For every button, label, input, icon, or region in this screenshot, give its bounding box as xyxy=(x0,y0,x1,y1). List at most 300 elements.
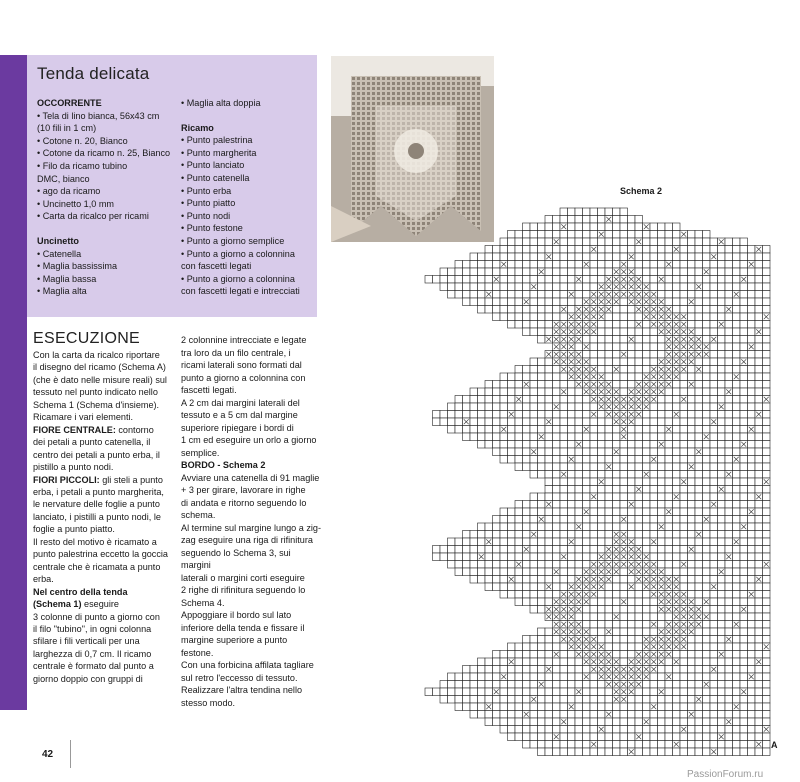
chart-cell xyxy=(733,246,741,254)
chart-cell xyxy=(748,366,756,374)
chart-cell xyxy=(665,471,673,479)
chart-cell xyxy=(725,411,733,419)
chart-cell xyxy=(665,456,673,464)
chart-cell xyxy=(628,216,636,224)
chart-cell xyxy=(493,523,501,531)
chart-cell xyxy=(733,306,741,314)
chart-cell xyxy=(560,651,568,659)
chart-cell xyxy=(628,493,636,501)
chart-cell xyxy=(725,598,733,606)
chart-cell xyxy=(688,291,696,299)
chart-cell xyxy=(620,636,628,644)
chart-cell xyxy=(718,426,726,434)
chart-cell xyxy=(740,516,748,524)
chart-cell xyxy=(643,493,651,501)
chart-cell xyxy=(688,501,696,509)
chart-cell xyxy=(665,696,673,704)
chart-cell xyxy=(710,508,718,516)
chart-cell xyxy=(688,276,696,284)
chart-cell xyxy=(470,403,478,411)
chart-cell xyxy=(673,748,681,756)
chart-cell xyxy=(740,576,748,584)
chart-cell xyxy=(605,366,613,374)
chart-cell xyxy=(545,426,553,434)
chart-cell xyxy=(575,298,583,306)
chart-cell xyxy=(575,666,583,674)
chart-cell xyxy=(493,426,501,434)
chart-cell xyxy=(688,666,696,674)
chart-cell xyxy=(530,501,538,509)
chart-cell xyxy=(553,231,561,239)
chart-cell xyxy=(568,463,576,471)
chart-cell xyxy=(673,238,681,246)
chart-cell xyxy=(500,568,508,576)
chart-cell xyxy=(665,688,673,696)
chart-cell xyxy=(725,591,733,599)
chart-cell xyxy=(635,703,643,711)
chart-cell xyxy=(583,231,591,239)
chart-cell xyxy=(658,291,666,299)
chart-cell xyxy=(508,231,516,239)
esecuzione-heading: ESECUZIONE xyxy=(33,330,141,347)
chart-cell xyxy=(635,583,643,591)
chart-cell xyxy=(733,283,741,291)
chart-cell xyxy=(695,673,703,681)
chart-cell xyxy=(680,373,688,381)
chart-cell xyxy=(575,538,583,546)
chart-cell xyxy=(635,696,643,704)
chart-cell xyxy=(733,366,741,374)
chart-cell xyxy=(598,688,606,696)
chart-cell xyxy=(703,253,711,261)
chart-cell xyxy=(568,486,576,494)
chart-cell xyxy=(455,283,463,291)
chart-cell xyxy=(748,388,756,396)
chart-cell xyxy=(643,546,651,554)
chart-cell xyxy=(725,561,733,569)
chart-cell xyxy=(560,418,568,426)
chart-cell xyxy=(718,531,726,539)
chart-cell xyxy=(673,396,681,404)
chart-cell xyxy=(635,643,643,651)
chart-cell xyxy=(605,351,613,359)
chart-cell xyxy=(478,261,486,269)
chart-cell xyxy=(605,471,613,479)
chart-cell xyxy=(628,456,636,464)
list-item: • Uncinetto 1,0 mm xyxy=(37,198,114,209)
chart-cell xyxy=(695,381,703,389)
chart-cell xyxy=(755,666,763,674)
chart-cell xyxy=(725,328,733,336)
chart-cell xyxy=(703,426,711,434)
chart-cell xyxy=(620,448,628,456)
chart-cell xyxy=(635,501,643,509)
chart-cell xyxy=(658,486,666,494)
chart-cell xyxy=(673,696,681,704)
chart-cell xyxy=(568,223,576,231)
chart-cell xyxy=(688,726,696,734)
chart-cell xyxy=(643,613,651,621)
chart-cell xyxy=(650,433,658,441)
chart-cell xyxy=(643,628,651,636)
chart-cell xyxy=(448,291,456,299)
chart-cell xyxy=(605,703,613,711)
chart-cell xyxy=(695,681,703,689)
chart-cell xyxy=(500,291,508,299)
chart-cell xyxy=(628,231,636,239)
chart-cell xyxy=(725,568,733,576)
chart-cell xyxy=(740,613,748,621)
chart-cell xyxy=(493,418,501,426)
chart-cell xyxy=(710,673,718,681)
chart-cell xyxy=(538,223,546,231)
chart-cell xyxy=(568,711,576,719)
chart-cell xyxy=(553,711,561,719)
chart-cell xyxy=(628,373,636,381)
chart-cell xyxy=(680,471,688,479)
chart-cell xyxy=(613,373,621,381)
chart-cell xyxy=(635,261,643,269)
chart-cell xyxy=(455,291,463,299)
chart-cell xyxy=(500,373,508,381)
chart-cell xyxy=(763,598,771,606)
chart-cell xyxy=(575,463,583,471)
chart-cell xyxy=(755,748,763,756)
chart-cell xyxy=(538,576,546,584)
chart-cell xyxy=(673,441,681,449)
chart-cell xyxy=(710,238,718,246)
chart-cell xyxy=(710,351,718,359)
chart-cell xyxy=(613,643,621,651)
paragraph-line: giorno doppio con gruppi di xyxy=(33,673,143,684)
chart-cell xyxy=(733,718,741,726)
chart-cell xyxy=(538,733,546,741)
chart-cell xyxy=(763,636,771,644)
chart-cell xyxy=(748,621,756,629)
chart-cell xyxy=(523,403,531,411)
chart-cell xyxy=(748,276,756,284)
chart-cell xyxy=(448,283,456,291)
chart-cell xyxy=(755,426,763,434)
chart-cell xyxy=(583,621,591,629)
chart-cell xyxy=(605,523,613,531)
chart-cell xyxy=(643,748,651,756)
chart-cell xyxy=(575,253,583,261)
chart-cell xyxy=(613,343,621,351)
chart-cell xyxy=(605,516,613,524)
chart-cell xyxy=(560,516,568,524)
chart-cell xyxy=(740,598,748,606)
chart-cell xyxy=(650,516,658,524)
chart-cell xyxy=(680,546,688,554)
chart-cell xyxy=(568,411,576,419)
chart-cell xyxy=(748,336,756,344)
chart-cell xyxy=(733,523,741,531)
chart-cell xyxy=(508,673,516,681)
chart-cell xyxy=(673,516,681,524)
chart-cell xyxy=(733,388,741,396)
chart-cell xyxy=(560,493,568,501)
chart-cell xyxy=(575,403,583,411)
chart-cell xyxy=(523,576,531,584)
paragraph-line: sul retro l'eccesso di tessuto. xyxy=(181,672,298,683)
chart-cell xyxy=(463,568,471,576)
chart-cell xyxy=(553,381,561,389)
chart-cell xyxy=(530,238,538,246)
chart-cell xyxy=(680,448,688,456)
chart-cell xyxy=(545,306,553,314)
chart-cell xyxy=(523,598,531,606)
chart-cell xyxy=(560,643,568,651)
chart-cell xyxy=(553,576,561,584)
chart-cell xyxy=(763,373,771,381)
chart-cell xyxy=(538,388,546,396)
chart-cell xyxy=(680,733,688,741)
chart-cell xyxy=(560,688,568,696)
chart-cell xyxy=(673,381,681,389)
chart-cell xyxy=(508,711,516,719)
chart-cell xyxy=(740,268,748,276)
chart-cell xyxy=(478,433,486,441)
chart-cell xyxy=(613,358,621,366)
chart-cell xyxy=(673,726,681,734)
chart-cell xyxy=(695,486,703,494)
chart-cell xyxy=(470,276,478,284)
chart-cell xyxy=(658,261,666,269)
chart-cell xyxy=(590,538,598,546)
chart-cell xyxy=(583,471,591,479)
chart-cell xyxy=(718,643,726,651)
chart-cell xyxy=(568,441,576,449)
chart-cell xyxy=(583,238,591,246)
chart-cell xyxy=(545,373,553,381)
chart-cell xyxy=(628,238,636,246)
chart-cell xyxy=(568,696,576,704)
chart-cell xyxy=(478,388,486,396)
chart-cell xyxy=(755,501,763,509)
chart-cell xyxy=(635,636,643,644)
chart-cell xyxy=(620,358,628,366)
chart-cell xyxy=(755,711,763,719)
chart-cell xyxy=(673,673,681,681)
paragraph-line: Realizzare l'altra tendina nello xyxy=(181,685,303,695)
chart-cell xyxy=(658,478,666,486)
chart-cell xyxy=(620,508,628,516)
occorrente-heading: OCCORRENTE xyxy=(37,98,102,108)
chart-cell xyxy=(515,651,523,659)
chart-cell xyxy=(598,486,606,494)
chart-cell xyxy=(590,276,598,284)
chart-cell xyxy=(733,343,741,351)
chart-cell xyxy=(755,418,763,426)
chart-cell xyxy=(718,373,726,381)
chart-cell xyxy=(575,501,583,509)
chart-cell xyxy=(523,388,531,396)
chart-cell xyxy=(478,441,486,449)
chart-cell xyxy=(530,643,538,651)
chart-cell xyxy=(763,748,771,756)
chart-cell xyxy=(515,433,523,441)
chart-cell xyxy=(680,666,688,674)
chart-cell xyxy=(755,703,763,711)
chart-cell xyxy=(545,516,553,524)
chart-cell xyxy=(605,208,613,216)
chart-cell xyxy=(538,568,546,576)
chart-cell xyxy=(613,313,621,321)
chart-cell xyxy=(553,298,561,306)
chart-cell xyxy=(688,486,696,494)
paragraph-line: zag eseguire una riga di rifinitura xyxy=(181,535,313,545)
chart-cell xyxy=(598,718,606,726)
chart-cell xyxy=(470,298,478,306)
chart-cell xyxy=(605,741,613,749)
chart-cell xyxy=(688,426,696,434)
paragraph-line: centrale è formato dal punto a xyxy=(33,661,154,672)
chart-cell xyxy=(620,223,628,231)
chart-cell xyxy=(748,568,756,576)
chart-cell xyxy=(695,321,703,329)
chart-cell xyxy=(605,433,613,441)
chart-cell xyxy=(643,238,651,246)
chart-cell xyxy=(515,681,523,689)
chart-cell xyxy=(553,306,561,314)
chart-cell xyxy=(673,276,681,284)
chart-cell xyxy=(613,441,621,449)
chart-cell xyxy=(688,418,696,426)
chart-cell xyxy=(725,531,733,539)
chart-cell xyxy=(748,651,756,659)
chart-cell xyxy=(538,711,546,719)
chart-cell xyxy=(658,463,666,471)
list-item: • Punto a giorno a colonnina xyxy=(181,248,295,259)
chart-cell xyxy=(703,456,711,464)
chart-cell xyxy=(718,283,726,291)
chart-cell xyxy=(763,553,771,561)
chart-cell xyxy=(530,231,538,239)
chart-cell xyxy=(763,733,771,741)
chart-cell xyxy=(440,283,448,291)
chart-cell xyxy=(635,516,643,524)
chart-cell xyxy=(643,276,651,284)
chart-cell xyxy=(628,576,636,584)
chart-cell xyxy=(620,568,628,576)
paragraph-line: schema. xyxy=(181,510,216,520)
chart-cell xyxy=(568,493,576,501)
chart-cell xyxy=(650,606,658,614)
chart-cell xyxy=(680,276,688,284)
chart-cell xyxy=(545,478,553,486)
chart-cell xyxy=(748,576,756,584)
chart-cell xyxy=(725,606,733,614)
chart-cell xyxy=(590,733,598,741)
chart-cell xyxy=(553,478,561,486)
chart-cell xyxy=(545,246,553,254)
chart-cell xyxy=(748,463,756,471)
chart-cell xyxy=(575,726,583,734)
chart-cell xyxy=(763,343,771,351)
chart-cell xyxy=(650,493,658,501)
chart-cell xyxy=(568,238,576,246)
chart-cell xyxy=(748,433,756,441)
chart-cell xyxy=(620,478,628,486)
chart-cell xyxy=(703,726,711,734)
chart-cell xyxy=(620,643,628,651)
chart-cell xyxy=(673,298,681,306)
chart-cell xyxy=(748,306,756,314)
chart-cell xyxy=(703,636,711,644)
chart-cell xyxy=(470,388,478,396)
chart-cell xyxy=(478,531,486,539)
chart-cell xyxy=(538,456,546,464)
chart-cell xyxy=(680,403,688,411)
chart-cell xyxy=(740,501,748,509)
chart-cell xyxy=(673,501,681,509)
chart-cell xyxy=(763,358,771,366)
paragraph-line: + 3 per girare, lavorare in righe xyxy=(181,485,306,495)
footer-divider xyxy=(70,740,71,768)
chart-cell xyxy=(658,516,666,524)
chart-cell xyxy=(703,276,711,284)
chart-cell xyxy=(710,538,718,546)
chart-cell xyxy=(590,231,598,239)
paragraph-line: dei petali a punto catenella, il xyxy=(33,437,151,448)
chart-cell xyxy=(643,516,651,524)
chart-cell xyxy=(703,291,711,299)
chart-cell xyxy=(695,538,703,546)
chart-cell xyxy=(635,456,643,464)
chart-cell xyxy=(515,546,523,554)
chart-cell xyxy=(665,538,673,546)
chart-cell xyxy=(485,283,493,291)
chart-cell xyxy=(530,681,538,689)
chart-cell xyxy=(718,253,726,261)
chart-cell xyxy=(530,253,538,261)
chart-cell xyxy=(545,636,553,644)
chart-cell xyxy=(538,306,546,314)
chart-cell xyxy=(613,208,621,216)
chart-cell xyxy=(448,538,456,546)
chart-cell xyxy=(695,313,703,321)
paragraph-line: Il resto del motivo è ricamato a xyxy=(33,536,157,547)
chart-cell xyxy=(755,681,763,689)
chart-cell xyxy=(643,598,651,606)
paragraph-line: inferiore della tenda e fissare il xyxy=(181,622,305,633)
chart-cell xyxy=(755,388,763,396)
chart-cell xyxy=(560,231,568,239)
chart-cell xyxy=(718,561,726,569)
chart-cell xyxy=(680,711,688,719)
chart-cell xyxy=(718,726,726,734)
chart-cell xyxy=(560,658,568,666)
chart-cell xyxy=(680,703,688,711)
chart-cell xyxy=(710,276,718,284)
chart-cell xyxy=(538,658,546,666)
chart-cell xyxy=(710,246,718,254)
paragraph-line: FIORE CENTRALE: contorno xyxy=(33,424,154,435)
chart-cell xyxy=(725,433,733,441)
chart-cell xyxy=(635,621,643,629)
chart-cell xyxy=(620,388,628,396)
chart-cell xyxy=(598,366,606,374)
chart-cell xyxy=(718,358,726,366)
chart-cell xyxy=(583,418,591,426)
chart-cell xyxy=(515,688,523,696)
chart-cell xyxy=(635,471,643,479)
chart-cell xyxy=(620,343,628,351)
chart-cell xyxy=(523,321,531,329)
chart-cell xyxy=(740,718,748,726)
chart-cell xyxy=(538,283,546,291)
